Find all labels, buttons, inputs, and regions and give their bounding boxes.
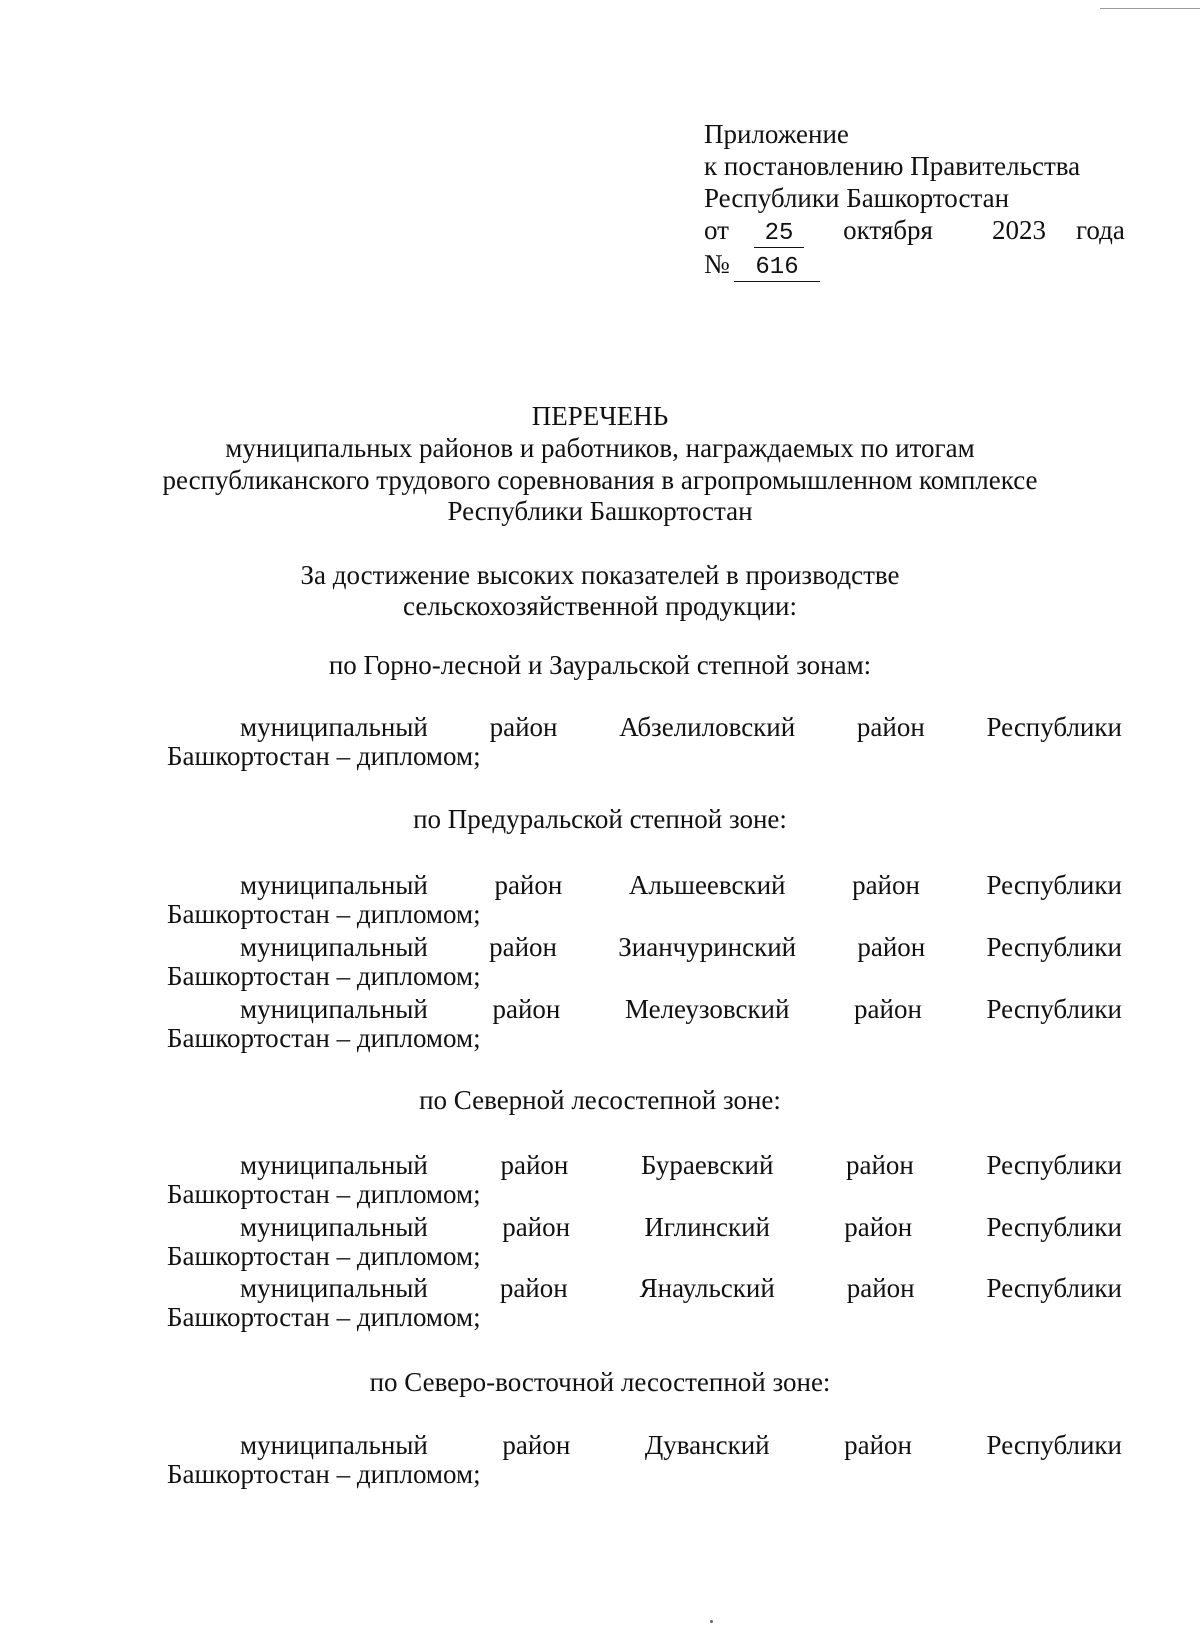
- scan-speck: [710, 1620, 713, 1623]
- appendix-date: от 25 октября 2023 года: [704, 215, 1125, 247]
- zone-title: по Горно-лесной и Зауральской степной зонам:: [328, 650, 872, 680]
- appendix-reference: к постановлению Правительства: [704, 151, 1081, 181]
- document-subtitle-line2: республиканского трудового соревнования в агропромышленном комплексе: [162, 465, 1038, 495]
- list-item: муниципальный район Мелеузовский район Республики Башкортостан – дипломом;: [167, 994, 1122, 1053]
- list-item: муниципальный район Абзелиловский район Республики Башкортостан – дипломом;: [167, 712, 1122, 771]
- date-year: 2023: [992, 215, 1046, 245]
- list-item: муниципальный район Зианчуринский район Республики Башкортостан – дипломом;: [167, 932, 1122, 991]
- zone-title: по Предуральской степной зоне:: [413, 804, 787, 834]
- appendix-republic: Республики Башкортостан: [704, 183, 1010, 213]
- list-item: муниципальный район Янаульский район Республики Башкортостан – дипломом;: [167, 1273, 1122, 1332]
- intro-line2: сельскохозяйственной продукции:: [403, 591, 797, 621]
- list-item: муниципальный район Альшеевский район Республики Башкортостан – дипломом;: [167, 870, 1122, 929]
- document-title: ПЕРЕЧЕНЬ: [531, 401, 669, 431]
- zone-title: по Северной лесостепной зоне:: [419, 1085, 781, 1115]
- list-item: муниципальный район Дуванский район Республики Башкортостан – дипломом;: [167, 1430, 1122, 1489]
- zone-title: по Северо-восточной лесостепной зоне:: [369, 1367, 831, 1397]
- intro-line1: За достижение высоких показателей в производстве: [300, 560, 900, 590]
- document-number: 616: [734, 255, 820, 282]
- appendix-block: [704, 118, 1125, 282]
- list-item: муниципальный район Бураевский район Республики Башкортостан – дипломом;: [167, 1150, 1122, 1209]
- appendix-title: Приложение: [704, 119, 849, 149]
- date-day: 25: [754, 221, 804, 248]
- document-subtitle-line1: муниципальных районов и работников, награждаемых по итогам: [225, 433, 975, 463]
- document-subtitle-line3: Республики Башкортостан: [447, 496, 753, 526]
- appendix-number: № 616: [704, 248, 1125, 282]
- scan-edge-line: [1100, 8, 1200, 9]
- list-item: муниципальный район Иглинский район Республики Башкортостан – дипломом;: [167, 1212, 1122, 1271]
